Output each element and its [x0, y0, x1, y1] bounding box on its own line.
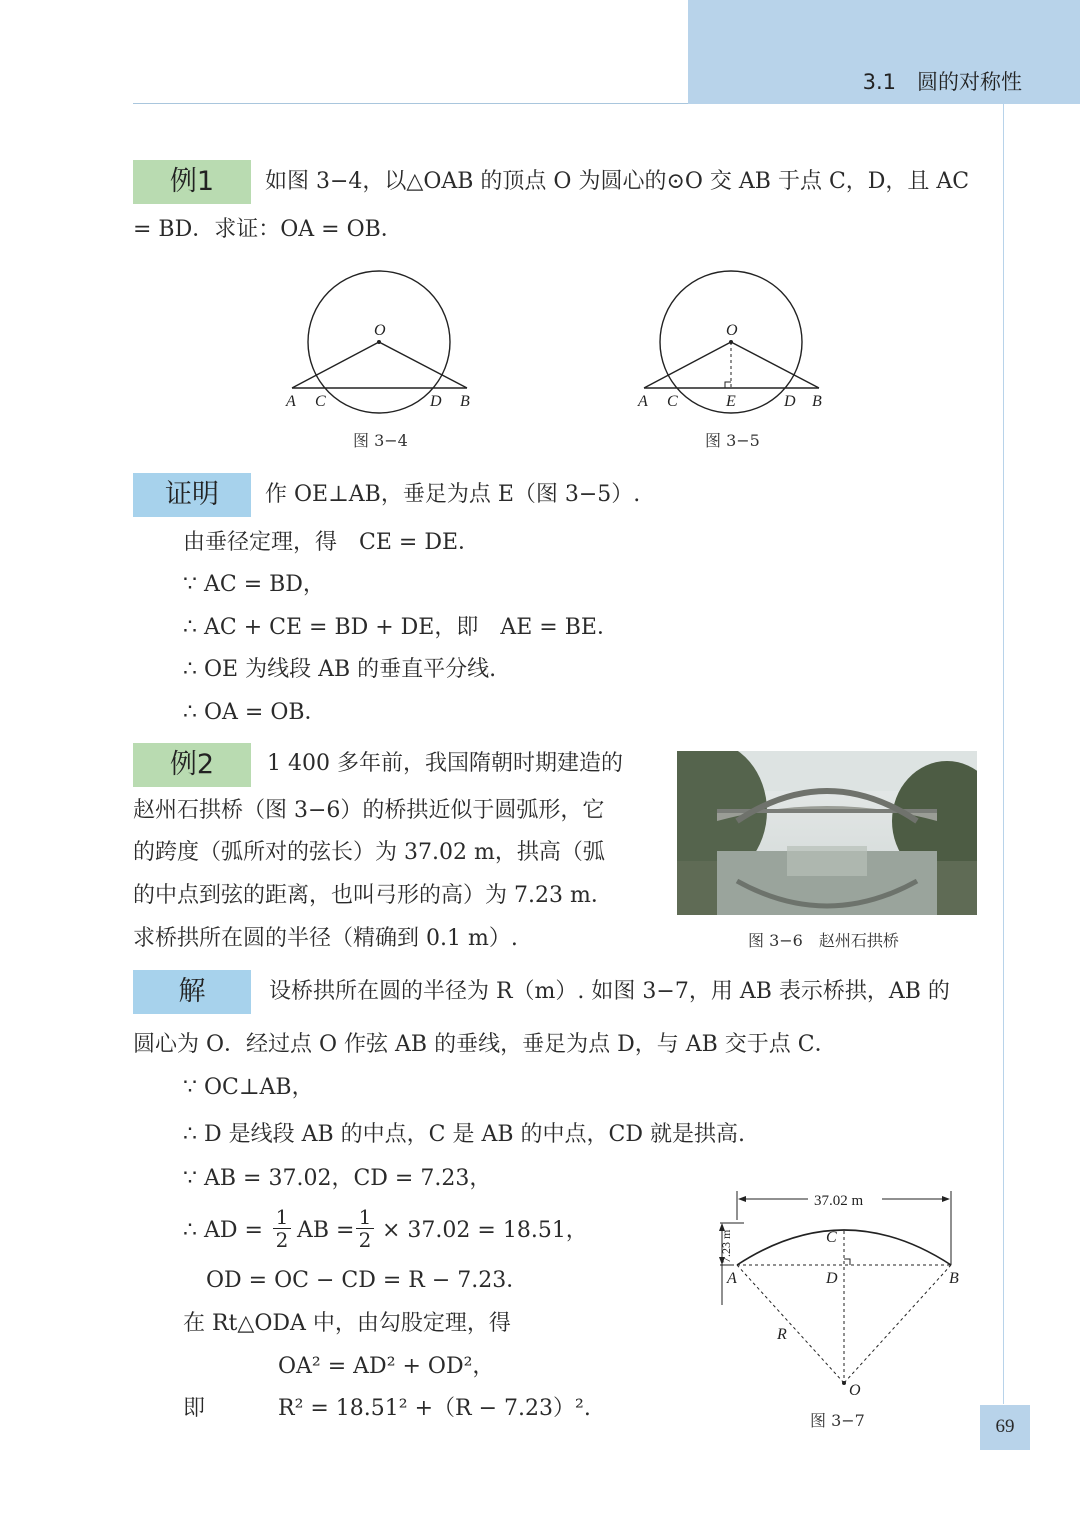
- proof-line: ∴ OA = OB．: [183, 700, 327, 725]
- page-number: 69: [995, 1416, 1015, 1437]
- proof-tag: 证明: [133, 473, 251, 517]
- label-C: C: [826, 1229, 837, 1246]
- example1-line2: = BD．求证：OA = OB．: [133, 217, 403, 242]
- figure-3-7: [700, 1185, 980, 1405]
- figure-3-7-caption: 图 3−7: [810, 1411, 865, 1430]
- solution-line6b: AB =: [297, 1218, 355, 1243]
- label-B: B: [812, 393, 822, 410]
- label-O: O: [849, 1382, 861, 1399]
- figure-3-5: [632, 268, 832, 418]
- solution-line6a: ∴ AD =: [183, 1218, 263, 1243]
- example2-line: 求桥拱所在圆的半径（精确到 0.1 m）.: [133, 926, 518, 951]
- solution-line5: ∵ AB = 37.02，CD = 7.23，: [183, 1166, 492, 1191]
- figure-3-5-caption: 图 3−5: [705, 431, 760, 450]
- label-E: E: [726, 393, 736, 410]
- figure-3-4: [280, 268, 480, 418]
- label-R: R: [777, 1326, 787, 1343]
- proof-line: 作 OE⊥AB，垂足为点 E（图 3−5）.: [265, 482, 641, 507]
- label-D: D: [430, 393, 442, 410]
- bridge-photo: [677, 751, 977, 915]
- solution-line10b: R² = 18.51² +（R − 7.23）².: [278, 1396, 591, 1421]
- label-C: C: [667, 393, 678, 410]
- solution-line4: ∴ D 是线段 AB 的中点，C 是 AB 的中点，CD 就是拱高.: [183, 1122, 745, 1147]
- solution-line7: OD = OC − CD = R − 7.23．: [206, 1268, 529, 1293]
- example2-line: 的跨度（弧所对的弦长）为 37.02 m，拱高（弧: [133, 840, 605, 865]
- figure-3-6-caption: 图 3−6 赵州石拱桥: [748, 931, 899, 950]
- header-rule: [133, 103, 688, 104]
- label-B: B: [949, 1270, 959, 1287]
- example1-tag: 例1: [133, 160, 251, 204]
- solution-line1: 设桥拱所在圆的半径为 R（m）. 如图 3−7，用 AB 表示桥拱，AB 的: [269, 979, 950, 1004]
- solution-line8: 在 Rt△ODA 中，由勾股定理，得: [183, 1311, 511, 1336]
- solution-line9: OA² = AD² + OD²，: [278, 1354, 495, 1379]
- solution-line6c: × 37.02 = 18.51，: [382, 1218, 588, 1243]
- example2-line: 1 400 多年前，我国隋朝时期建造的: [267, 751, 623, 776]
- solution-tag: 解: [133, 970, 251, 1014]
- proof-line: 由垂径定理，得 CE = DE．: [183, 530, 481, 555]
- label-C: C: [315, 393, 326, 410]
- section-title: 3.1 圆的对称性: [862, 70, 1022, 94]
- label-A: A: [638, 393, 648, 410]
- proof-line: ∴ AC + CE = BD + DE，即 AE = BE．: [183, 615, 619, 640]
- example2-tag: 例2: [133, 743, 251, 787]
- span-label: 37.02 m: [814, 1193, 864, 1209]
- label-O: O: [374, 322, 386, 339]
- fraction-2: 1 2: [356, 1206, 374, 1251]
- margin-rule: [1003, 104, 1004, 1404]
- label-D: D: [826, 1270, 838, 1287]
- fraction-1: 1 2: [273, 1206, 291, 1251]
- label-A: A: [727, 1270, 737, 1287]
- solution-line10a: 即: [183, 1396, 206, 1421]
- example1-line1: 如图 3−4，以△OAB 的顶点 O 为圆心的⊙O 交 AB 于点 C，D，且 AC: [265, 169, 970, 194]
- solution-line2: 圆心为 O．经过点 O 作弦 AB 的垂线，垂足为点 D，与 AB 交于点 C．: [133, 1032, 837, 1057]
- label-D: D: [784, 393, 796, 410]
- example2-line: 赵州石拱桥（图 3−6）的桥拱近似于圆弧形，它: [133, 798, 605, 823]
- label-O: O: [726, 322, 738, 339]
- solution-line3: ∵ OC⊥AB，: [183, 1075, 314, 1100]
- height-label: 7.23 m: [719, 1229, 733, 1263]
- label-A: A: [286, 393, 296, 410]
- proof-line: ∴ OE 为线段 AB 的垂直平分线.: [183, 657, 497, 682]
- label-B: B: [460, 393, 470, 410]
- proof-line: ∵ AC = BD，: [183, 572, 325, 597]
- figure-3-4-caption: 图 3−4: [353, 431, 408, 450]
- example2-line: 的中点到弦的距离，也叫弓形的高）为 7.23 m．: [133, 883, 613, 908]
